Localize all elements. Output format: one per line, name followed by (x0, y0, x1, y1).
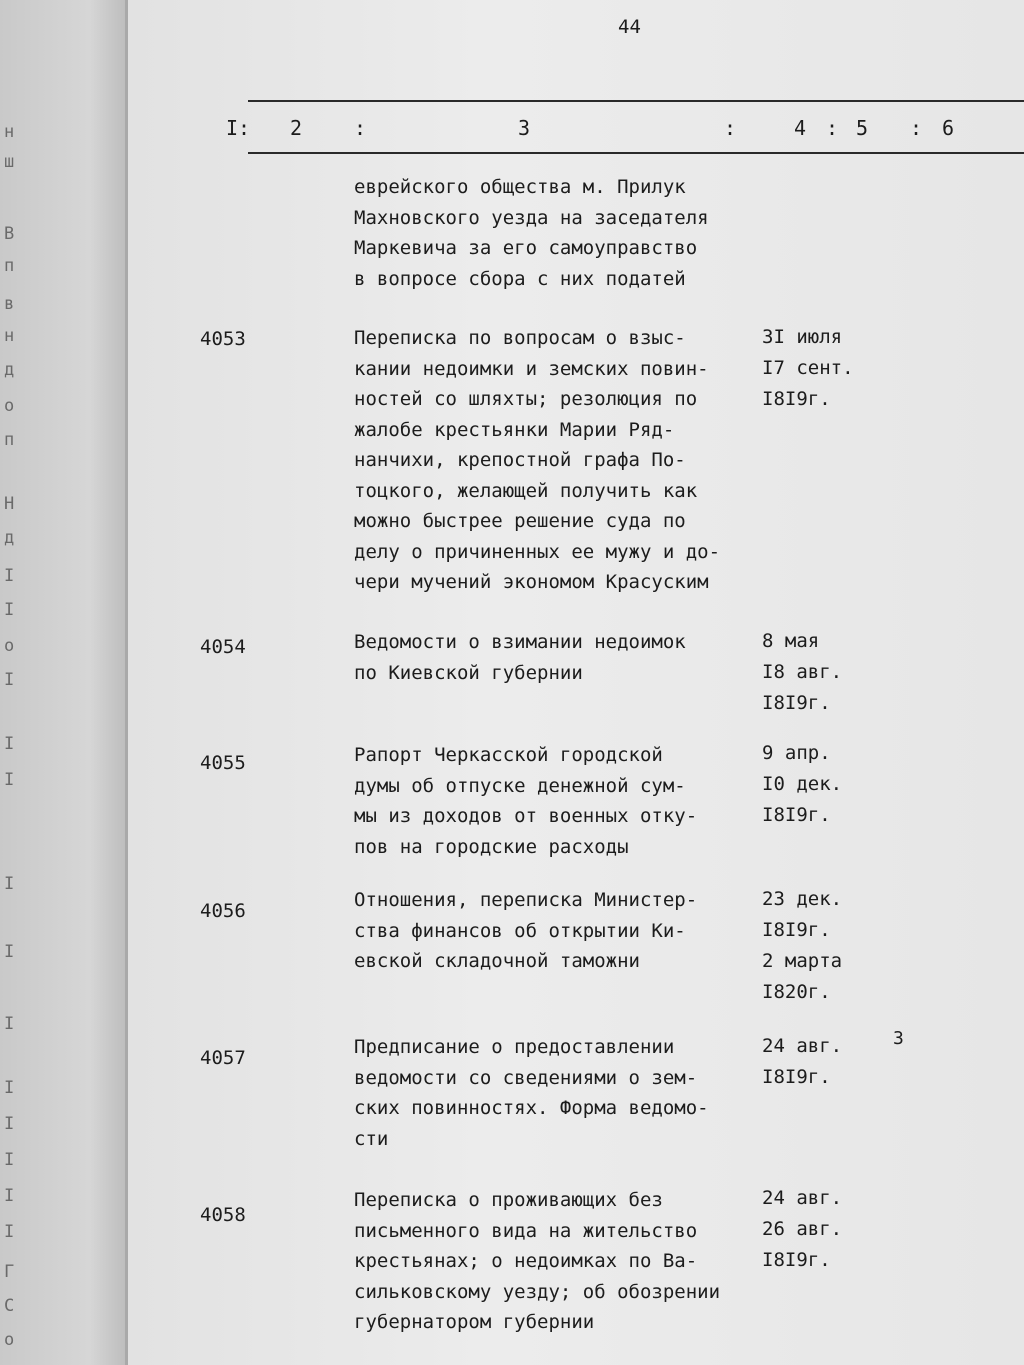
entry-number: 4056 (200, 900, 246, 922)
adjacent-page-char: I (4, 1014, 15, 1034)
entry-description: еврейского общества м. Прилук Махновского уезда на заседателя Маркевича за его самоуправство в вопросе сбора с них податей (354, 176, 709, 290)
entry-dates: 9 апр. I0 дек. I8I9г. (762, 742, 843, 826)
column-header-6: 6 (942, 116, 955, 140)
margin-note: 3 (893, 1028, 904, 1049)
entry-description: Рапорт Черкасской городской думы об отпуске денежной сум- мы из доходов от военных отку- пов на городские расходы (354, 744, 698, 858)
entry-number: 4055 (200, 752, 246, 774)
adjacent-page-char: д (4, 528, 15, 548)
column-header-3: 3 (518, 116, 531, 140)
adjacent-page-char: н (4, 122, 15, 142)
entry-number: 4058 (200, 1204, 246, 1226)
column-separator: : (910, 116, 923, 140)
adjacent-page-char: н (4, 326, 15, 346)
entry-number: 4054 (200, 636, 246, 658)
adjacent-page-char: I (4, 1078, 15, 1098)
adjacent-page-char: I (4, 1222, 15, 1242)
adjacent-page-char: о (4, 1330, 15, 1350)
adjacent-page-char: п (4, 430, 15, 450)
adjacent-page-char: I (4, 1186, 15, 1206)
adjacent-page-char: в (4, 294, 15, 314)
table-header-rule-bottom (248, 152, 1024, 154)
column-header-1: I: (226, 116, 251, 140)
page-number: 44 (618, 16, 641, 38)
entry-dates: 23 дек. I8I9г. 2 марта I820г. (762, 888, 843, 1003)
adjacent-page-char: д (4, 360, 15, 380)
entry-description: Ведомости о взимании недоимок по Киевской губернии (354, 631, 686, 684)
entry-dates: 24 авг. 26 авг. I8I9г. (762, 1187, 843, 1271)
adjacent-page-edge (0, 0, 128, 1365)
entry-number: 4057 (200, 1047, 246, 1069)
adjacent-page-char: I (4, 1150, 15, 1170)
column-separator: : (724, 116, 737, 140)
adjacent-page-char: о (4, 636, 15, 656)
adjacent-page-char: Н (4, 494, 15, 514)
entry-description: Отношения, переписка Министер- ства финансов об открытии Ки- евской складочной таможни (354, 889, 698, 972)
adjacent-page-char: В (4, 224, 15, 244)
adjacent-page-char: I (4, 770, 15, 790)
entry-dates: 3I июля I7 сент. I8I9г. (762, 326, 854, 410)
entry-description: Предписание о предоставлении ведомости со сведениями о зем- ских повинностях. Форма ведомо- сти (354, 1036, 709, 1150)
column-separator: : (354, 116, 367, 140)
adjacent-page-char: п (4, 256, 15, 276)
adjacent-page-char: о (4, 396, 15, 416)
adjacent-page-char: Г (4, 1262, 15, 1282)
adjacent-page-char: I (4, 1114, 15, 1134)
entry-number: 4053 (200, 328, 246, 350)
adjacent-page-char: I (4, 942, 15, 962)
entry-dates: 8 мая I8 авг. I8I9г. (762, 630, 843, 714)
entry-description: Переписка о проживающих без письменного вида на жительство крестьянах; о недоимках по Ва- сильковскому уезду; об обозрении губернатором губернии (354, 1189, 721, 1333)
adjacent-page-char: С (4, 1296, 15, 1316)
adjacent-page-char: I (4, 670, 15, 690)
entry-description: Переписка по вопросам о взыс- кании недоимки и земских повин- ностей со шляхты; резолюция по жалобе крестьянки Марии Ряд- нанчихи, крепостной графа По- тоцкого, желающей получить как можно быстрее решение суда по делу о причиненных ее мужу и до- чери мучений экономом Красуским (354, 327, 721, 593)
table-header-rule-top (248, 100, 1024, 102)
adjacent-page-char: I (4, 734, 15, 754)
adjacent-page-char: ш (4, 152, 15, 172)
column-header-5: 5 (856, 116, 869, 140)
adjacent-page-char: I (4, 874, 15, 894)
column-header-2: 2 (290, 116, 303, 140)
column-header-4: 4 (794, 116, 807, 140)
entry-dates: 24 авг. I8I9г. (762, 1035, 843, 1088)
adjacent-page-char: I (4, 600, 15, 620)
column-separator: : (826, 116, 839, 140)
adjacent-page-char: I (4, 566, 15, 586)
